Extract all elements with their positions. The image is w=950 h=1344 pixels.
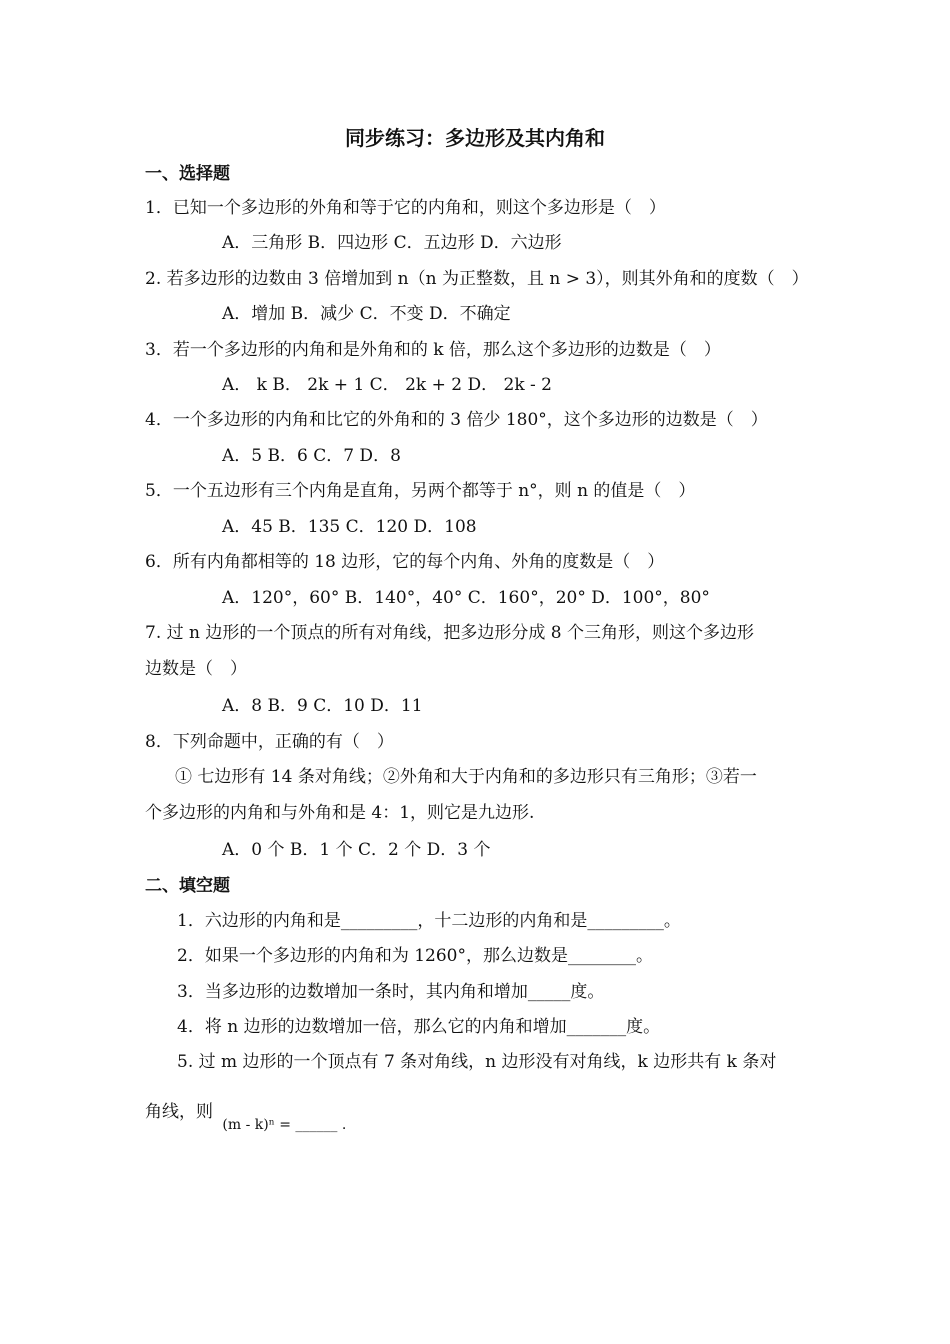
question-6-options: A．120°，60° B．140°，40° C．160°，20° D．100°，80° [222,588,710,608]
question-8-options: A．0 个 B．1 个 C．2 个 D．3 个 [222,840,491,860]
question-7-line-1: 7. 过 n 边形的一个顶点的所有对角线，把多边形分成 8 个三角形，则这个多边形 [145,623,755,643]
question-8: 8．下列命题中，正确的有（ ） [145,732,394,752]
question-3-options: A． k B． 2k + 1 C． 2k + 2 D． 2k - 2 [222,375,552,395]
question-8-statement-line-2: 个多边形的内角和与外角和是 4：1，则它是九边形. [145,803,535,823]
question-6: 6．所有内角都相等的 18 边形，它的每个内角、外角的度数是（ ） [145,552,665,572]
fill-question-1: 1．六边形的内角和是_________，十二边形的内角和是_________。 [177,911,681,931]
question-2: 2. 若多边形的边数由 3 倍增加到 n（n 为正整数，且 n > 3），则其外角和的度数（ ） [145,269,809,289]
fill-question-5-line-2 [145,1100,347,1133]
question-4-options: A．5 B．6 C．7 D．8 [222,446,401,466]
question-3: 3．若一个多边形的内角和是外角和的 k 倍，那么这个多边形的边数是（ ） [145,340,721,360]
section-heading-choice: 一、选择题 [145,164,230,184]
question-4: 4．一个多边形的内角和比它的外角和的 3 倍少 180°，这个多边形的边数是（ ） [145,410,768,430]
question-1: 1．已知一个多边形的外角和等于它的内角和，则这个多边形是（ ） [145,198,666,218]
question-8-statement-line-1: ① 七边形有 14 条对角线；②外角和大于内角和的多边形只有三角形；③若一 [175,767,757,787]
fill-question-4: 4．将 n 边形的边数增加一倍，那么它的内角和增加_______度。 [177,1017,661,1037]
fill-question-2: 2．如果一个多边形的内角和为 1260°，那么边数是________。 [177,946,653,966]
question-5: 5．一个五边形有三个内角是直角，另两个都等于 n°，则 n 的值是（ ） [145,481,696,501]
fill-question-5-line-1: 5. 过 m 边形的一个顶点有 7 条对角线，n 边形没有对角线，k 边形共有 k 条对 [177,1052,777,1072]
question-7-options: A．8 B．9 C．10 D．11 [222,696,423,716]
fill-question-5-expression: (m - k)ⁿ = ______ . [222,1117,347,1133]
fill-question-5-prefix: 角线，则 [145,1102,213,1122]
question-2-options: A．增加 B．减少 C．不变 D．不确定 [222,304,511,324]
question-5-options: A．45 B．135 C．120 D．108 [222,517,477,537]
section-heading-fill-in: 二、填空题 [145,876,230,896]
question-7-line-2: 边数是（ ） [145,659,247,679]
fill-question-3: 3．当多边形的边数增加一条时，其内角和增加_____度。 [177,982,605,1002]
page-title: 同步练习：多边形及其内角和 [345,126,605,150]
question-1-options: A．三角形 B．四边形 C．五边形 D．六边形 [222,233,562,253]
